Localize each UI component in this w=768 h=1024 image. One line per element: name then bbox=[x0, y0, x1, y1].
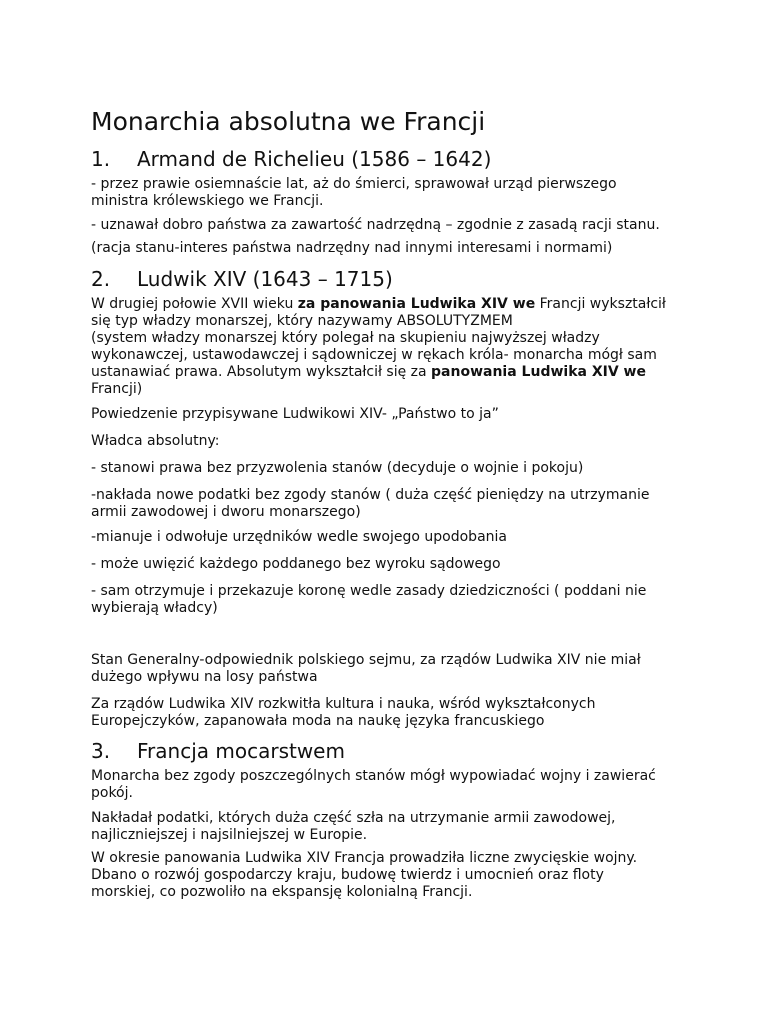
paragraph bbox=[91, 217, 686, 234]
text-line: (racja stanu-interes państwa nadrzędny nad innymi interesami i normami) bbox=[91, 240, 613, 256]
section-title: Armand de Richelieu (1586 – 1642) bbox=[137, 147, 492, 171]
document-title: Monarchia absolutna we Francji bbox=[91, 107, 486, 136]
paragraph bbox=[91, 696, 686, 730]
text-run: Francji wykształcił bbox=[535, 296, 666, 312]
text-line: Władca absolutny: bbox=[91, 433, 220, 449]
paragraph bbox=[91, 406, 686, 423]
paragraph bbox=[91, 529, 686, 546]
text-line: się typ władzy monarszej, który nazywamy ABSOLUTYZMEM bbox=[91, 313, 513, 329]
text-line: Za rządów Ludwika XIV rozkwitła kultura i nauka, wśród wykształconych bbox=[91, 696, 596, 712]
paragraph bbox=[91, 487, 686, 521]
text-line: - może uwięzić każdego poddanego bez wyroku sądowego bbox=[91, 556, 501, 572]
text-line: Monarcha bez zgody poszczególnych stanów mógł wypowiadać wojny i zawierać bbox=[91, 768, 656, 784]
paragraph bbox=[91, 240, 686, 257]
text-line: (system władzy monarszej który polegał na skupieniu najwyższej władzy bbox=[91, 330, 600, 346]
section-title: Ludwik XIV (1643 – 1715) bbox=[137, 267, 393, 291]
text-line: Francji) bbox=[91, 381, 143, 397]
text-line: - przez prawie osiemnaście lat, aż do śmierci, sprawował urząd pierwszego bbox=[91, 176, 617, 192]
section-number: 2. bbox=[91, 267, 111, 291]
paragraph bbox=[91, 850, 686, 901]
text-line: pokój. bbox=[91, 785, 133, 801]
text-line: Stan Generalny-odpowiednik polskiego sejmu, za rządów Ludwika XIV nie miał bbox=[91, 652, 641, 668]
intro-paragraph bbox=[91, 296, 686, 398]
text-line: Dbano o rozwój gospodarczy kraju, budowę twierdz i umocnień oraz floty bbox=[91, 867, 604, 883]
text-line: armii zawodowej i dworu monarszego) bbox=[91, 504, 361, 520]
section-number: 3. bbox=[91, 739, 111, 763]
section-heading-2 bbox=[91, 266, 393, 292]
paragraph bbox=[91, 176, 686, 210]
paragraph bbox=[91, 433, 686, 450]
text-line: -nakłada nowe podatki bez zgody stanów ( duża część pieniędzy na utrzymanie bbox=[91, 487, 650, 503]
text-line bbox=[91, 296, 686, 313]
text-run: ustanawiać prawa. Absolutym wykształcił się za bbox=[91, 364, 432, 380]
paragraph bbox=[91, 810, 686, 844]
text-line: Nakładał podatki, których duża część szła na utrzymanie armii zawodowej, bbox=[91, 810, 616, 826]
section-heading-3 bbox=[91, 738, 345, 764]
text-line: najliczniejszej i najsilniejszej w Europie. bbox=[91, 827, 368, 843]
text-run: W drugiej połowie XVII wieku bbox=[91, 296, 298, 312]
section-title: Francja mocarstwem bbox=[137, 739, 345, 763]
paragraph bbox=[91, 583, 686, 617]
text-line: - uznawał dobro państwa za zawartość nadrzędną – zgodnie z zasadą racji stanu. bbox=[91, 217, 660, 233]
text-line: W okresie panowania Ludwika XIV Francja prowadziła liczne zwycięskie wojny. bbox=[91, 850, 638, 866]
text-line: dużego wpływu na losy państwa bbox=[91, 669, 318, 685]
bold-text: panowania Ludwika XIV we bbox=[431, 364, 646, 380]
bold-text: za panowania Ludwika XIV we bbox=[297, 296, 536, 312]
text-line: - stanowi prawa bez przyzwolenia stanów (decyduje o wojnie i pokoju) bbox=[91, 460, 584, 476]
text-line: wybierają władcy) bbox=[91, 600, 218, 616]
paragraph bbox=[91, 768, 686, 802]
text-line: - sam otrzymuje i przekazuje koronę wedle zasady dziedziczności ( poddani nie bbox=[91, 583, 647, 599]
paragraph bbox=[91, 460, 686, 477]
paragraph bbox=[91, 556, 686, 573]
text-line bbox=[91, 364, 686, 381]
text-line: morskiej, co pozwoliło na ekspansję kolonialną Francji. bbox=[91, 884, 473, 900]
text-line: Powiedzenie przypisywane Ludwikowi XIV- „Państwo to ja” bbox=[91, 406, 499, 422]
paragraph bbox=[91, 652, 686, 686]
text-line: wykonawczej, ustawodawczej i sądowniczej w rękach króla- monarcha mógł sam bbox=[91, 347, 657, 363]
text-line: Europejczyków, zapanowała moda na naukę języka francuskiego bbox=[91, 713, 545, 729]
section-number: 1. bbox=[91, 147, 111, 171]
section-heading-1 bbox=[91, 146, 491, 172]
text-line: -mianuje i odwołuje urzędników wedle swojego upodobania bbox=[91, 529, 507, 545]
text-line: ministra królewskiego we Francji. bbox=[91, 193, 324, 209]
